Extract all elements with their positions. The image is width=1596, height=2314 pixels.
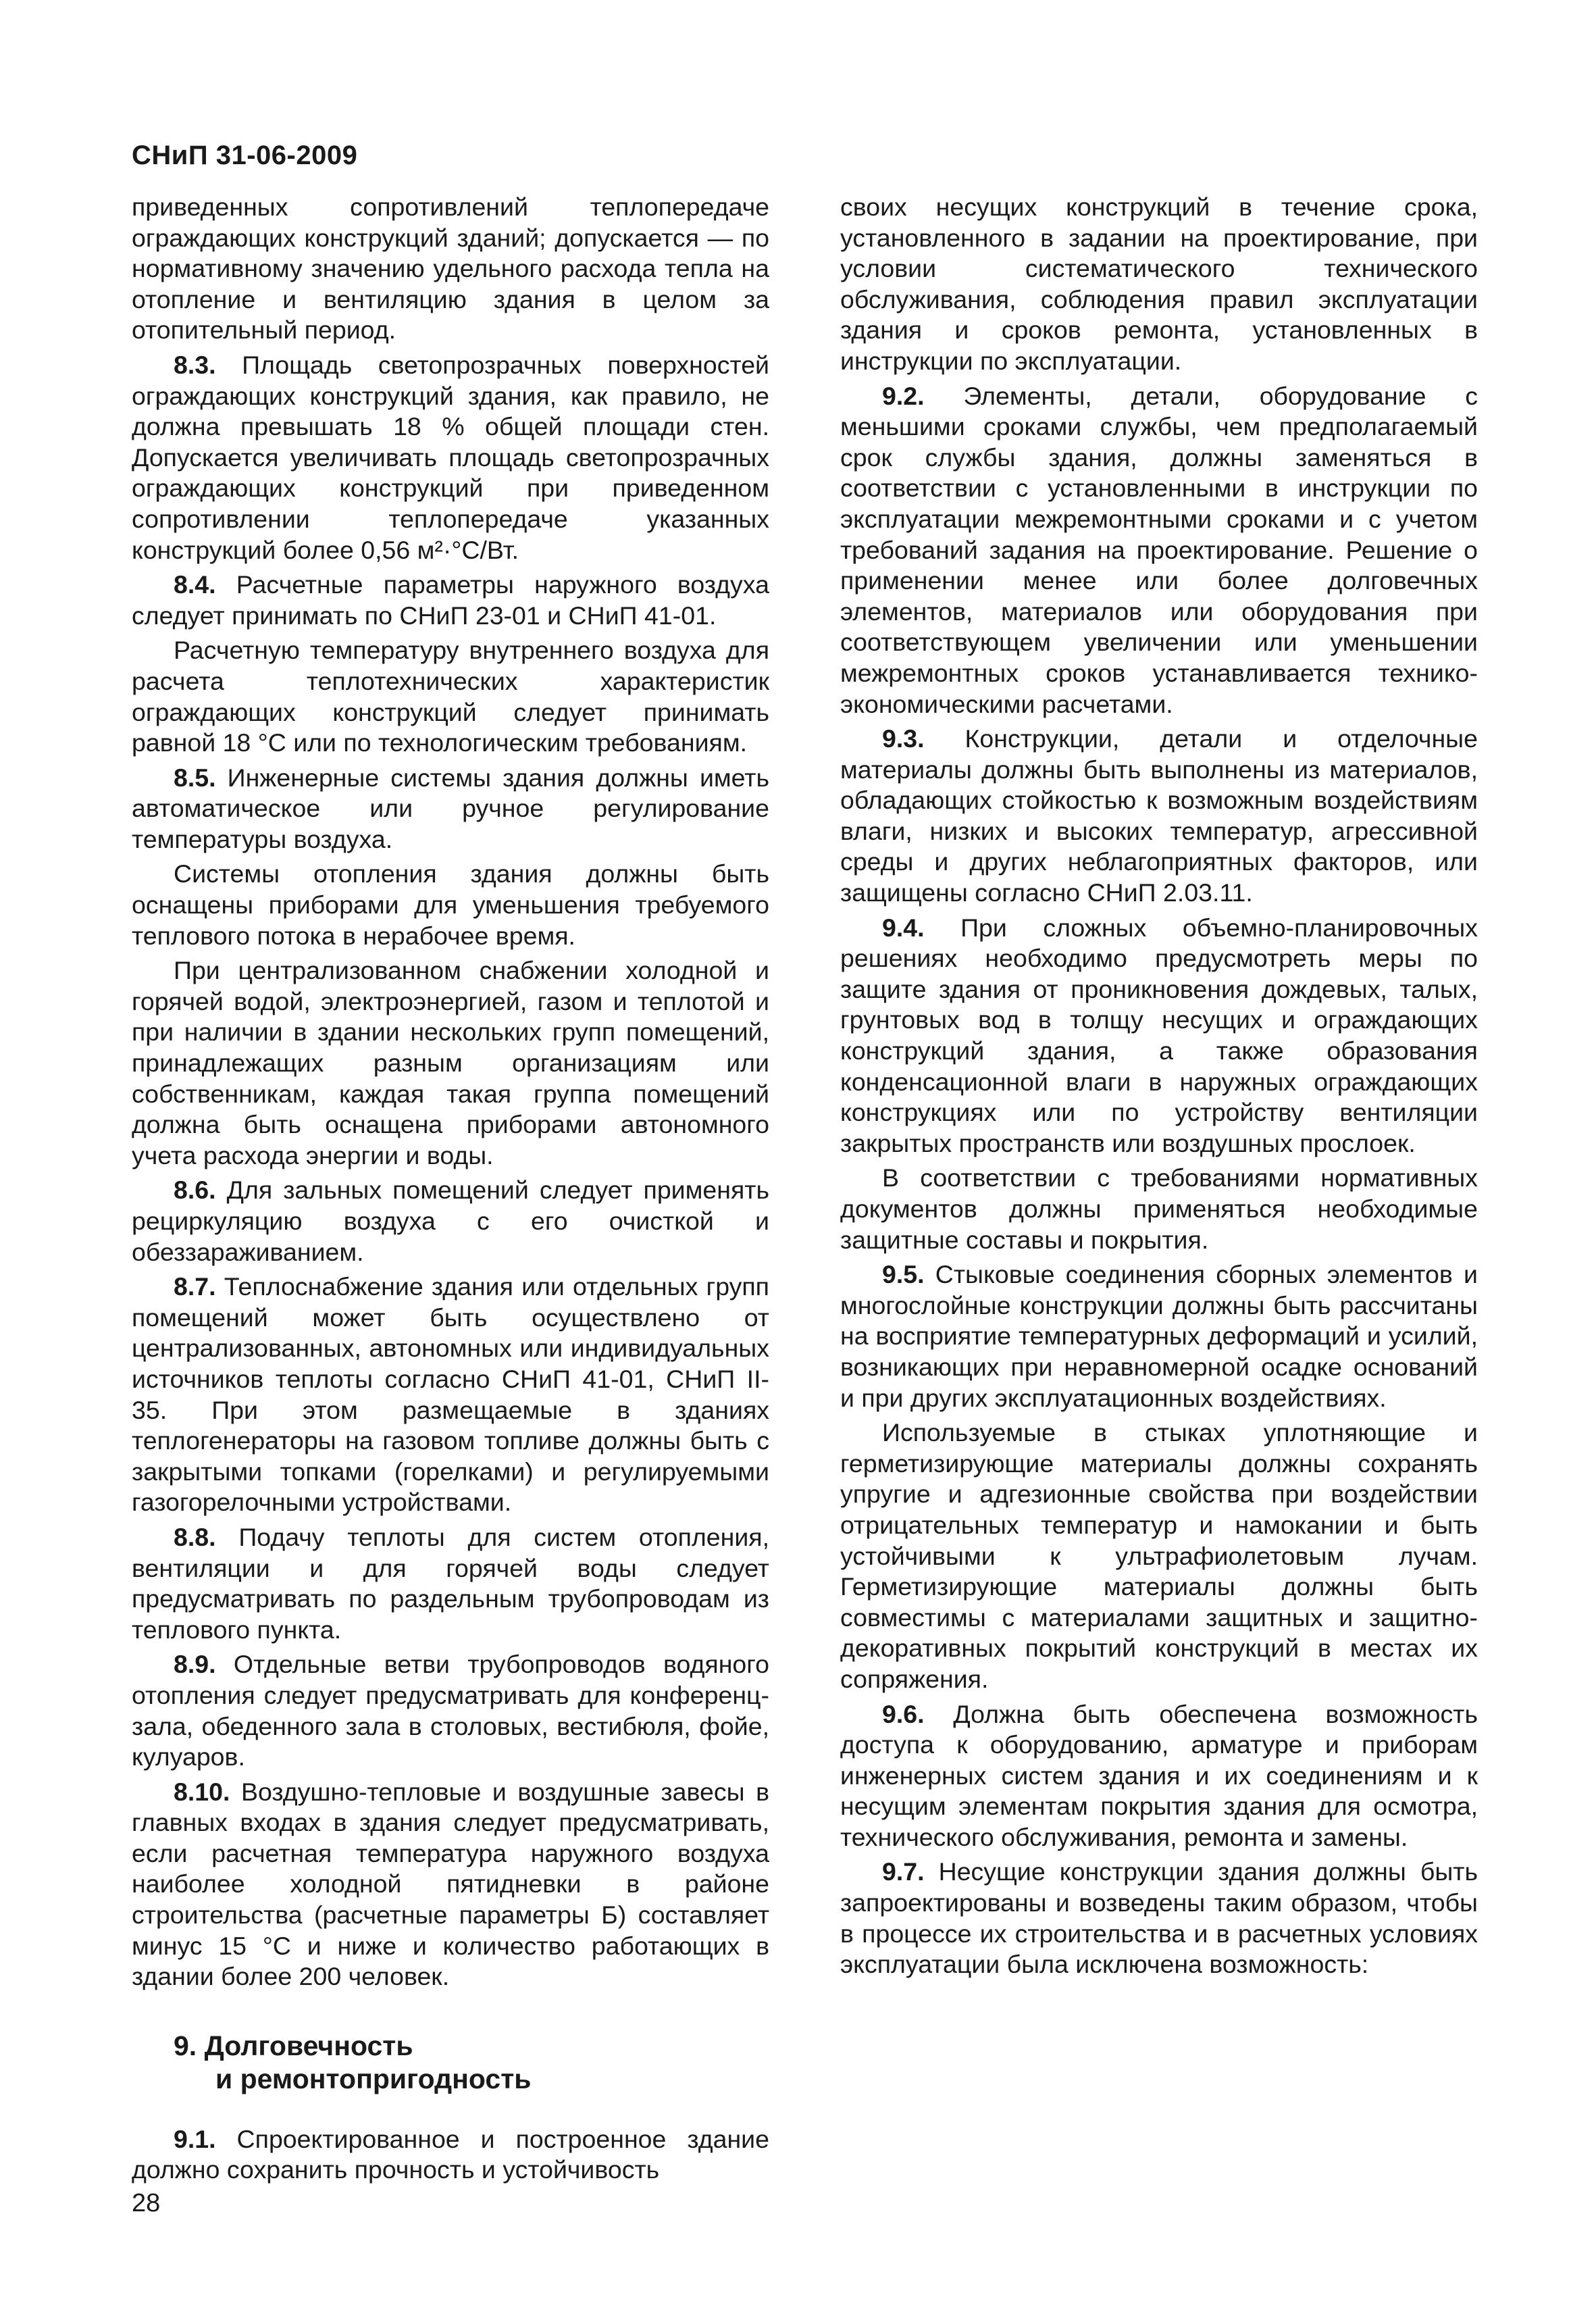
clause-number: 9.3. xyxy=(882,724,925,753)
clause-number: 8.3. xyxy=(174,350,216,379)
paragraph: приведенных сопротивлений теплопередаче ограждающих конструкций зданий; допускается — по нормативному значению удельного расхода тепла на отопление и вентиляцию здания в целом за отопительный период. xyxy=(132,193,769,345)
clause-8-7 xyxy=(132,1272,769,1518)
clause-text: Конструкции, детали и отделочные материалы должны быть выполнены из материалов, обладающих стойкостью к возможным воздействиям влаги, низких и высоких температур, агрессивной среды и других неблагоприятных факторов, или защищены согласно СНиП 2.03.11. xyxy=(840,724,1478,907)
clause-text: Площадь светопрозрачных поверхностей ограждающих конструкций здания, как правило, не должна превышать 18 % общей площади стен. Допускается увеличивать площадь светопрозрачных ограждающих конструкций при приведенном сопротивлении теплопередаче указанных конструкций более 0,56 м²·°С/Вт. xyxy=(132,350,769,564)
clause-number: 8.8. xyxy=(174,1522,216,1551)
clause-number: 8.5. xyxy=(174,763,216,792)
clause-text: Подачу теплоты для систем отопления, вентиляции и для горячей воды следует предусматривать по раздельным трубопроводам из теплового пункта. xyxy=(132,1522,769,1644)
paragraph: В соответствии с требованиями нормативных документов должны применяться необходимые защитные составы и покрытия. xyxy=(840,1163,1478,1254)
clause-text: Должна быть обеспечена возможность доступа к оборудованию, арматуре и приборам инженерных систем здания и их соединениям и к несущим элементам покрытия здания для осмотра, технического обслуживания, ремонта и замены. xyxy=(840,1699,1478,1851)
clause-text: Расчетные параметры наружного воздуха следует принимать по СНиП 23-01 и СНиП 41-01. xyxy=(132,570,769,630)
running-header: СНиП 31-06-2009 xyxy=(132,141,358,170)
clause-number: 9.1. xyxy=(174,2124,216,2153)
clause-text: Для зальных помещений следует применять рециркуляцию воздуха с его очисткой и обеззараживанием. xyxy=(132,1176,769,1266)
paragraph: Используемые в стыках уплотняющие и герметизирующие материалы должны сохранять упругие и адгезионные свойства при воздействии отрицательных температур и намокании и быть устойчивыми к ультрафиолетовым лучам. Герметизирующие материалы должны быть совместимы с материалами защитных и защитно-декоративных покрытий конструкций в местах их сопряжения. xyxy=(840,1418,1478,1693)
clause-9-7 xyxy=(840,1857,1478,1980)
clause-number: 9.6. xyxy=(882,1699,925,1728)
clause-number: 8.10. xyxy=(174,1777,230,1806)
clause-text: Воздушно-тепловые и воздушные завесы в главных входах в здания следует предусматривать, если расчетная температура наружного воздуха наиболее холодной пятидневки в районе строительства (расчетные параметры Б) составляет минус 15 °С и ниже и количество работающих в здании более 200 человек. xyxy=(132,1777,769,1991)
section-heading-line-1: 9. Долговечность xyxy=(174,2030,413,2061)
clause-8-5 xyxy=(132,763,769,855)
left-column xyxy=(132,192,769,2186)
clause-text: Спроектированное и построенное здание должно сохранить прочность и устойчивость xyxy=(132,2124,769,2184)
clause-number: 8.6. xyxy=(174,1176,216,1205)
right-column xyxy=(840,192,1478,1980)
clause-8-8 xyxy=(132,1522,769,1645)
page-number: 28 xyxy=(132,2189,161,2217)
clause-8-10 xyxy=(132,1777,769,1992)
clause-text: Элементы, детали, оборудование с меньшими сроками службы, чем предполагаемый срок службы здания, должны заменяться в соответствии с установленными в инструкции по эксплуатации межремонтными сроками и с учетом требований задания на проектирование. Решение о применении менее или более долговечных элементов, материалов или оборудования при соответствующем увеличении или уменьшении межремонтных сроков устанавливается технико-экономическими расчетами. xyxy=(840,381,1478,718)
clause-text: Несущие конструкции здания должны быть запроектированы и возведены таким образом, чтобы в процессе их строительства и в расчетных условиях эксплуатации была исключена возможность: xyxy=(840,1857,1478,1979)
clause-number: 9.4. xyxy=(882,913,925,942)
clause-9-6 xyxy=(840,1699,1478,1853)
paragraph: своих несущих конструкций в течение срока, установленного в задании на проектирование, при условии систематического технического обслуживания, соблюдения правил эксплуатации здания и сроков ремонта, установленных в инструкции по эксплуатации. xyxy=(840,193,1478,375)
clause-number: 9.5. xyxy=(882,1260,925,1289)
clause-9-4 xyxy=(840,913,1478,1159)
clause-number: 9.2. xyxy=(882,381,925,410)
clause-text: Стыковые соединения сборных элементов и многослойные конструкции должны быть рассчитаны на восприятие температурных деформаций и усилий, возникающих при неравномерной осадке оснований и при других эксплуатационных воздействиях. xyxy=(840,1260,1478,1412)
clause-text: Инженерные системы здания должны иметь автоматическое или ручное регулирование температуры воздуха. xyxy=(132,763,769,853)
clause-8-3 xyxy=(132,350,769,565)
paragraph: Системы отопления здания должны быть оснащены приборами для уменьшения требуемого теплового потока в нерабочее время. xyxy=(132,859,769,950)
paragraph: При централизованном снабжении холодной и горячей водой, электроэнергией, газом и теплотой и при наличии в здании нескольких групп помещений, принадлежащих разным организациям или собственникам, каждая такая группа помещений должна быть оснащена приборами автономного учета расхода энергии и воды. xyxy=(132,956,769,1169)
clause-9-5 xyxy=(840,1259,1478,1413)
clause-number: 8.9. xyxy=(174,1650,216,1679)
clause-text: Теплоснабжение здания или отдельных групп помещений может быть осуществлено от централизованных, автономных или индивидуальных источников теплоты согласно СНиП 41-01, СНиП II-35. При этом размещаемые в зданиях теплогенераторы на газовом топливе должны быть с закрытыми топками (горелками) и регулируемыми газогорелочными устройствами. xyxy=(132,1272,769,1517)
clause-8-6 xyxy=(132,1175,769,1267)
section-heading-line-2: и ремонтопригодность xyxy=(215,2063,532,2094)
clause-number: 8.7. xyxy=(174,1272,216,1301)
clause-9-3 xyxy=(840,724,1478,909)
clause-text: При сложных объемно-планировочных решениях необходимо предусмотреть меры по защите здания от проникновения дождевых, талых, грунтовых вод в толщу несущих и ограждающих конструкций здания, а также образования конденсационной влаги в наружных ограждающих конструкциях или по устройству вентиляции закрытых пространств или воздушных прослоек. xyxy=(840,913,1478,1157)
clause-9-2 xyxy=(840,381,1478,720)
paragraph: Расчетную температуру внутреннего воздуха для расчета теплотехнических характеристик ограждающих конструкций следует принимать равной 18 °С или по технологическим требованиям. xyxy=(132,636,769,757)
clause-8-9 xyxy=(132,1649,769,1772)
section-heading xyxy=(132,2030,769,2096)
clause-9-1 xyxy=(132,2124,769,2186)
clause-number: 9.7. xyxy=(882,1857,925,1886)
clause-text: Отдельные ветви трубопроводов водяного отопления следует предусматривать для конференц-зала, обеденного зала в столовых, вестибюля, фойе, кулуаров. xyxy=(132,1650,769,1771)
clause-8-4 xyxy=(132,570,769,631)
clause-number: 8.4. xyxy=(174,570,216,599)
